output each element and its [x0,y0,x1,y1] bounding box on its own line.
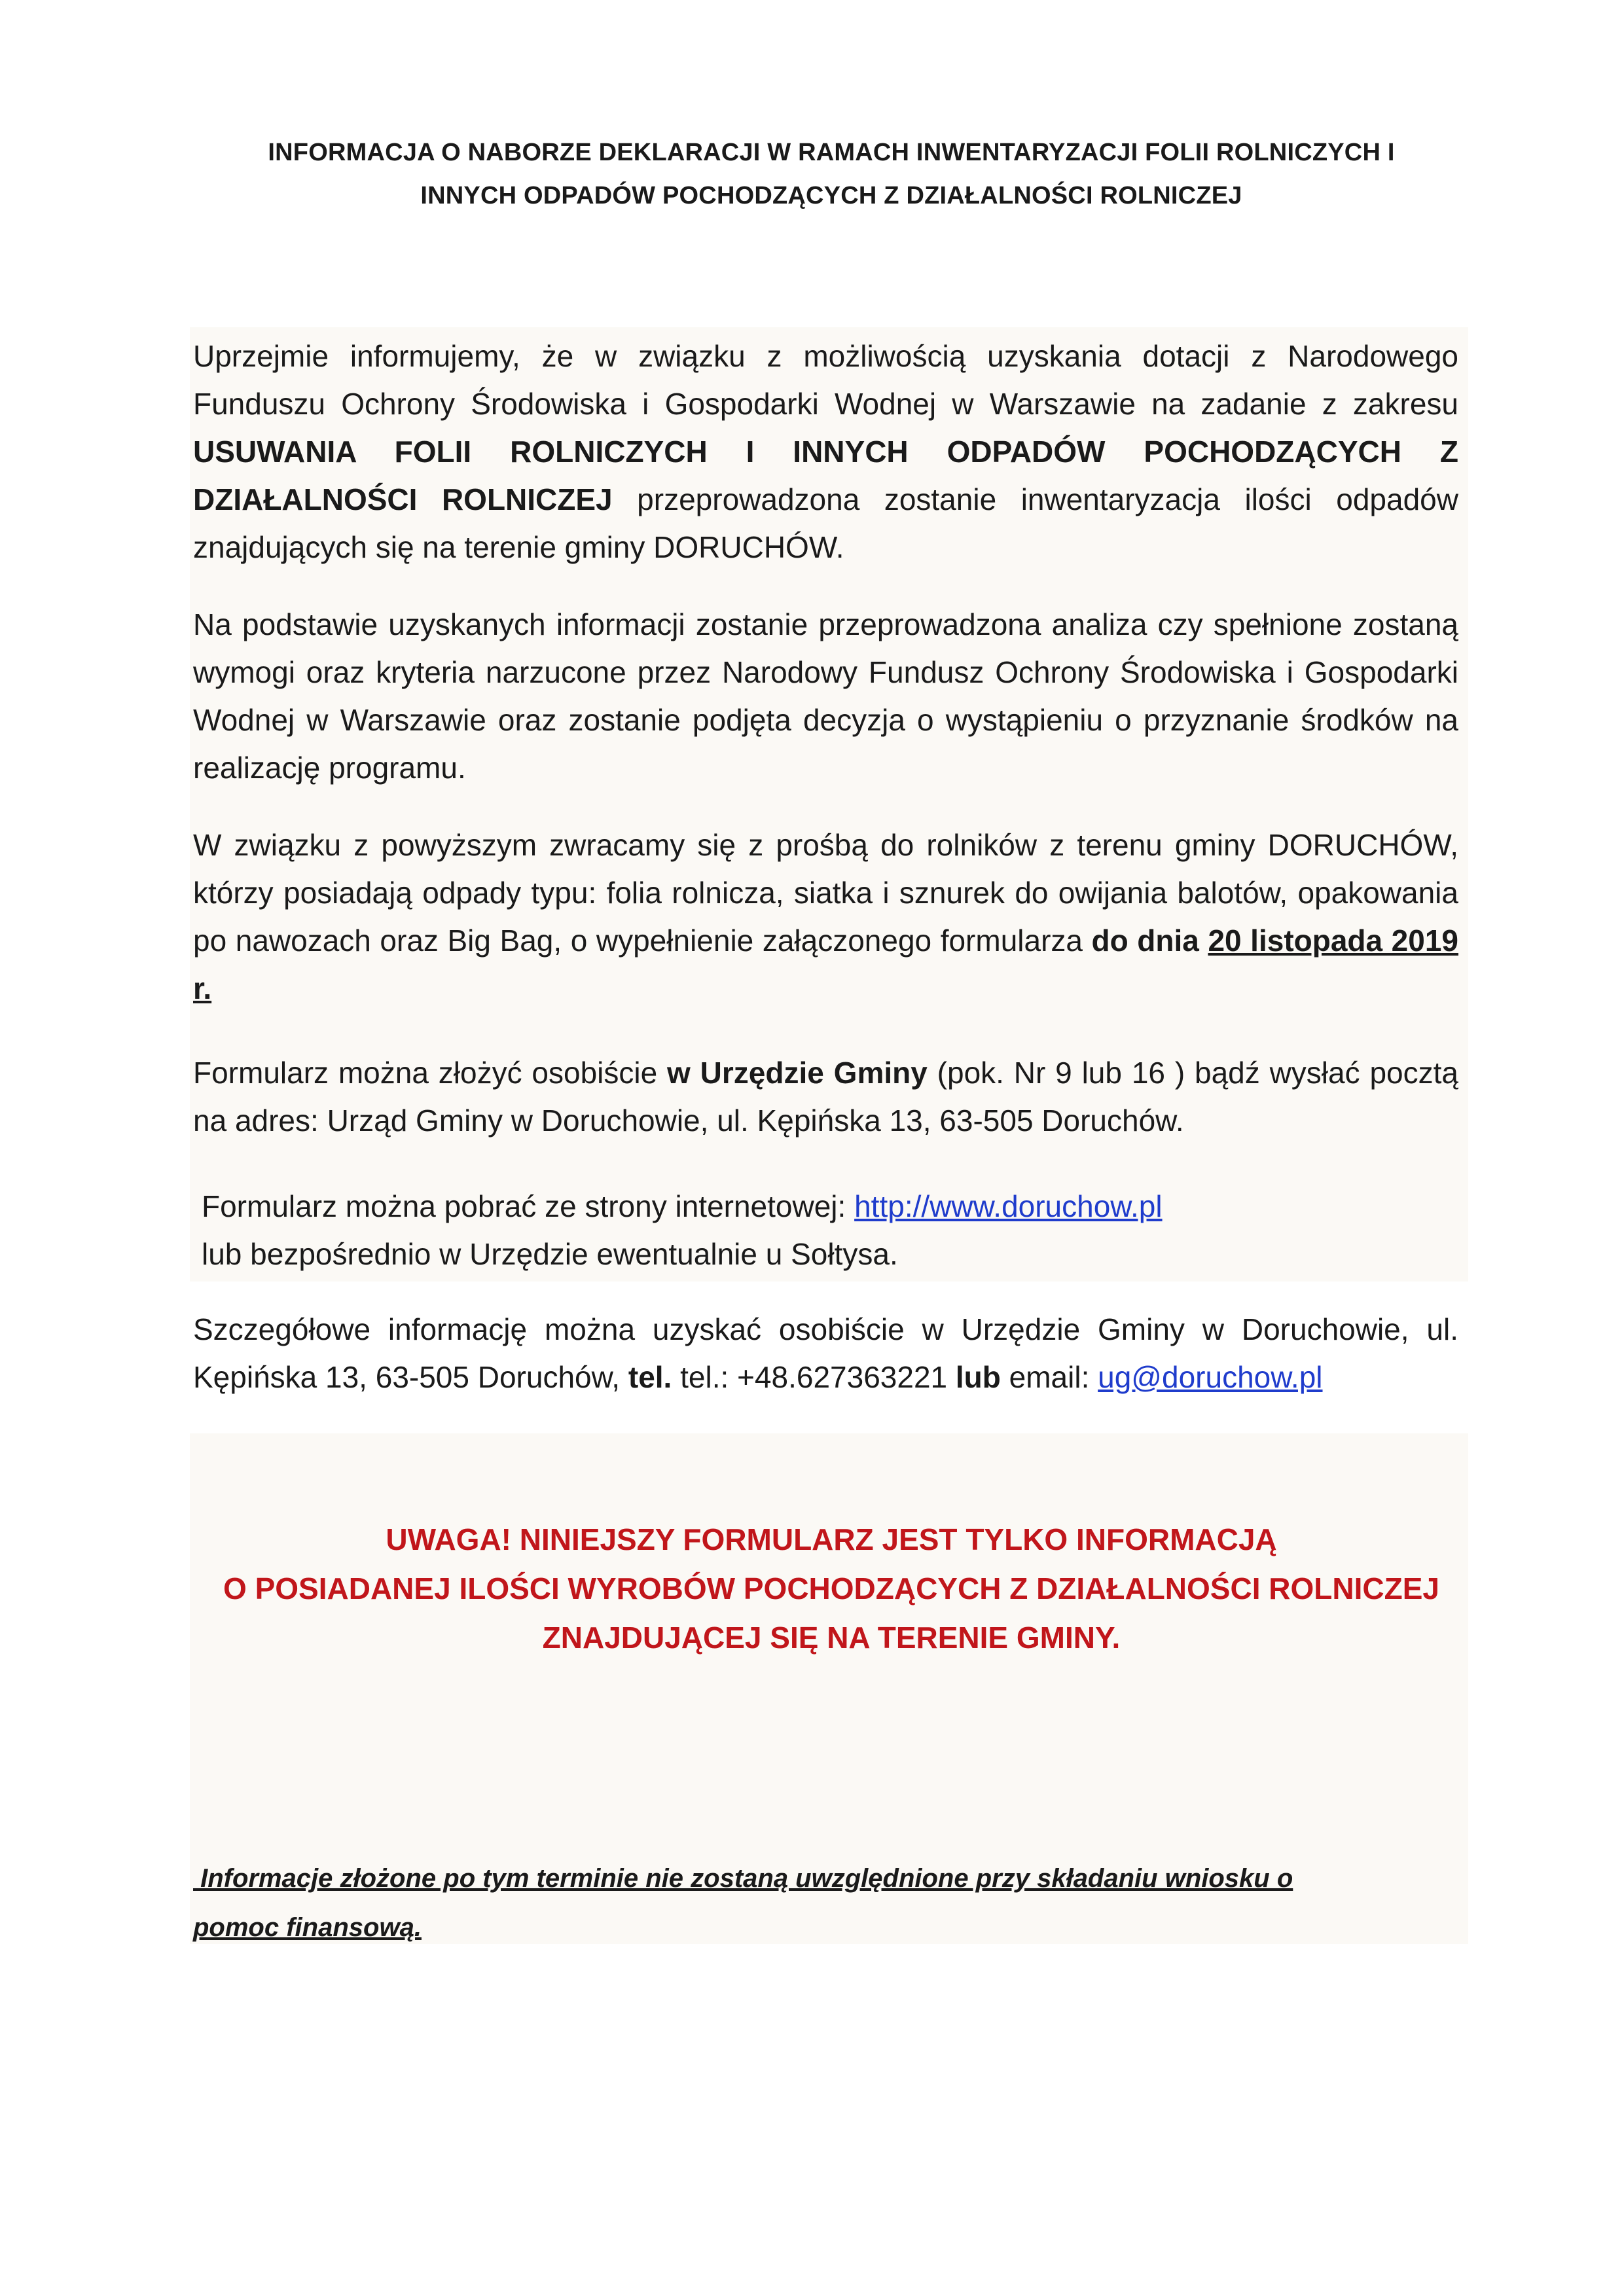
alert-line-1: UWAGA! NINIEJSZY FORMULARZ JEST TYLKO INFORMACJĄ [386,1522,1277,1556]
request-bold: do dnia [1091,924,1199,958]
paragraph-analysis [193,601,1458,792]
submission-text: Formularz można złożyć osobiście [193,1056,668,1090]
footnote-line-2: pomoc finansową. [193,1913,422,1942]
footnote-line-1: Informacje złożone po tym terminie nie zostaną uwzględnione przy składaniu wniosku o [193,1864,1293,1893]
paragraph-contact [193,1306,1458,1401]
intro-text: Uprzejmie informujemy, że w związku z możliwością uzyskania dotacji z Narodowego Funduszu Ochrony Środowiska i Gospodarki Wodnej w Warszawie na zadanie z zakresu [193,339,1458,421]
contact-text: Szczegółowe informację można uzyskać osobiście w Urzędzie Gminy w Doruchowie, ul. Kępińska 13, 63-505 Doruchów, [193,1312,1458,1394]
tel-number: tel.: +48.627363221 [672,1360,956,1394]
download-rest: lub bezpośrednio w Urzędzie ewentualnie u Sołtysa. [202,1237,898,1271]
analysis-text: Na podstawie uzyskanych informacji zostanie przeprowadzona analiza czy spełnione zostaną wymogi oraz kryteria narzucone przez Narodowy Fundusz Ochrony Środowiska i Gospodarki Wodnej w Warszawie oraz zostanie podjęta decyzja o wystąpieniu o przyznanie środków na realizację programu. [193,607,1458,785]
email-link[interactable]: ug@doruchow.pl [1098,1360,1323,1394]
alert-notice [196,1515,1466,1662]
paragraph-intro [193,332,1458,571]
submission-rest: (pok. Nr 9 lub 16 ) bądź wysłać pocztą na adres: Urząd Gminy w Doruchowie, ul. Kępińska 13, 63-505 Doruchów. [193,1056,1458,1138]
deadline-date: 20 listopada 2019 r. [193,924,1459,1005]
request-text: W związku z powyższym zwracamy się z prośbą do rolników z terenu gminy DORUCHÓW, którzy posiadają odpady typu: folia rolnicza, siatka i sznurek do owijania balotów, opakowania po nawozach oraz Big Bag, o wypełnienie załączonego formularza [193,828,1458,958]
alert-line-3: ZNAJDUJĄCEJ SIĘ NA TERENIE GMINY. [542,1621,1121,1655]
paragraph-request [193,821,1458,1013]
or-bold: lub [955,1360,1001,1394]
title-line-1: INFORMACJA O NABORZE DEKLARACJI W RAMACH INWENTARYZACJI FOLII ROLNICZYCH I [268,139,1395,166]
tel-bold: tel. [628,1360,672,1394]
late-submission-note [193,1854,1458,1952]
alert-line-2: O POSIADANEJ ILOŚCI WYROBÓW POCHODZĄCYCH Z DZIAŁALNOŚCI ROLNICZEJ [223,1571,1439,1605]
paragraph-submission [193,1049,1458,1145]
intro-rest: przeprowadzona zostanie inwentaryzacja ilości odpadów znajdujących się na terenie gminy DORUCHÓW. [193,482,1458,564]
title-line-2: INNYCH ODPADÓW POCHODZĄCYCH Z DZIAŁALNOŚCI ROLNICZEJ [420,182,1242,209]
website-link[interactable]: http://www.doruchow.pl [854,1189,1163,1223]
paragraph-download [202,1183,1458,1278]
email-label: email: [1000,1360,1098,1394]
page-title [196,131,1466,217]
download-text: Formularz można pobrać ze strony internetowej: [202,1189,855,1223]
submission-bold: w Urzędzie Gminy [667,1056,928,1090]
intro-bold-topic: USUWANIA FOLII ROLNICZYCH I INNYCH ODPADÓW POCHODZĄCYCH Z DZIAŁALNOŚCI ROLNICZEJ [193,435,1458,516]
